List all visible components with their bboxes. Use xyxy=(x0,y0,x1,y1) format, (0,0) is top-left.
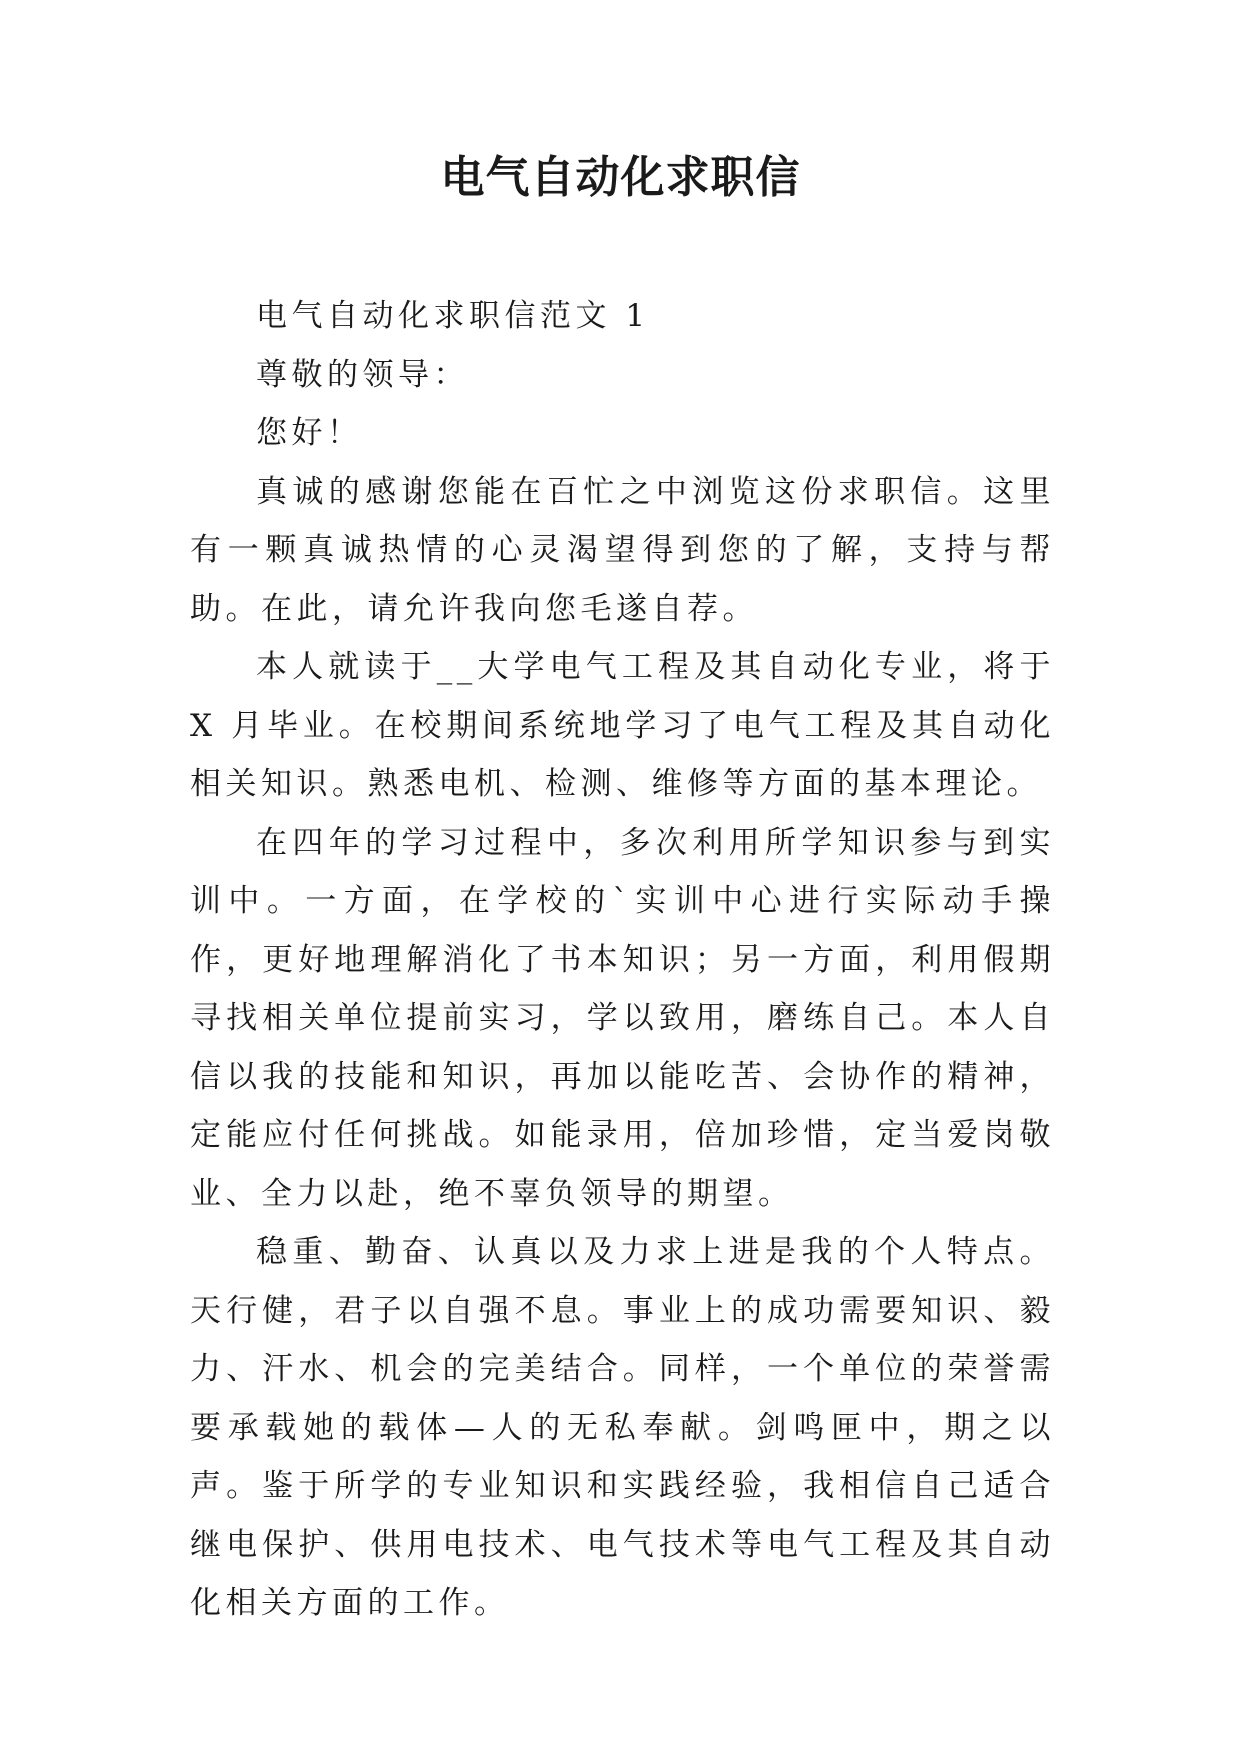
paragraph-experience: 在四年的学习过程中，多次利用所学知识参与到实训中。一方面，在学校的`实训中心进行实际动手操作，更好地理解消化了书本知识；另一方面，利用假期寻找相关单位提前实习，学以致用，磨练自己。本人自信以我的技能和知识，再加以能吃苦、会协作的精神，定能应付任何挑战。如能录用，倍加珍惜，定当爱岗敬业、全力以赴，绝不辜负领导的期望。 xyxy=(190,824,1055,1212)
document-body xyxy=(190,287,1055,1633)
paragraph-education: 本人就读于__大学电气工程及其自动化专业，将于 X 月毕业。在校期间系统地学习了电气工程及其自动化相关知识。熟悉电机、检测、维修等方面的基本理论。 xyxy=(190,649,1055,802)
paragraph-intro: 真诚的感谢您能在百忙之中浏览这份求职信。这里有一颗真诚热情的心灵渴望得到您的了解，支持与帮助。在此，请允许我向您毛遂自荐。 xyxy=(190,473,1055,627)
paragraph-salutation: 尊敬的领导： xyxy=(256,356,469,393)
paragraph-greeting: 您好！ xyxy=(256,415,363,451)
document-title: 电气自动化求职信 xyxy=(440,152,801,203)
paragraph-qualities: 稳重、勤奋、认真以及力求上进是我的个人特点。天行健，君子以自强不息。事业上的成功需要知识、毅力、汗水、机会的完美结合。同样，一个单位的荣誉需要承载她的载体—人的无私奉献。剑鸣匣中，期之以声。鉴于所学的专业知识和实践经验，我相信自己适合继电保护、供用电技术、电气技术等电气工程及其自动化相关方面的工作。 xyxy=(190,1234,1055,1621)
paragraph-subtitle: 电气自动化求职信范文 1 xyxy=(256,298,650,334)
